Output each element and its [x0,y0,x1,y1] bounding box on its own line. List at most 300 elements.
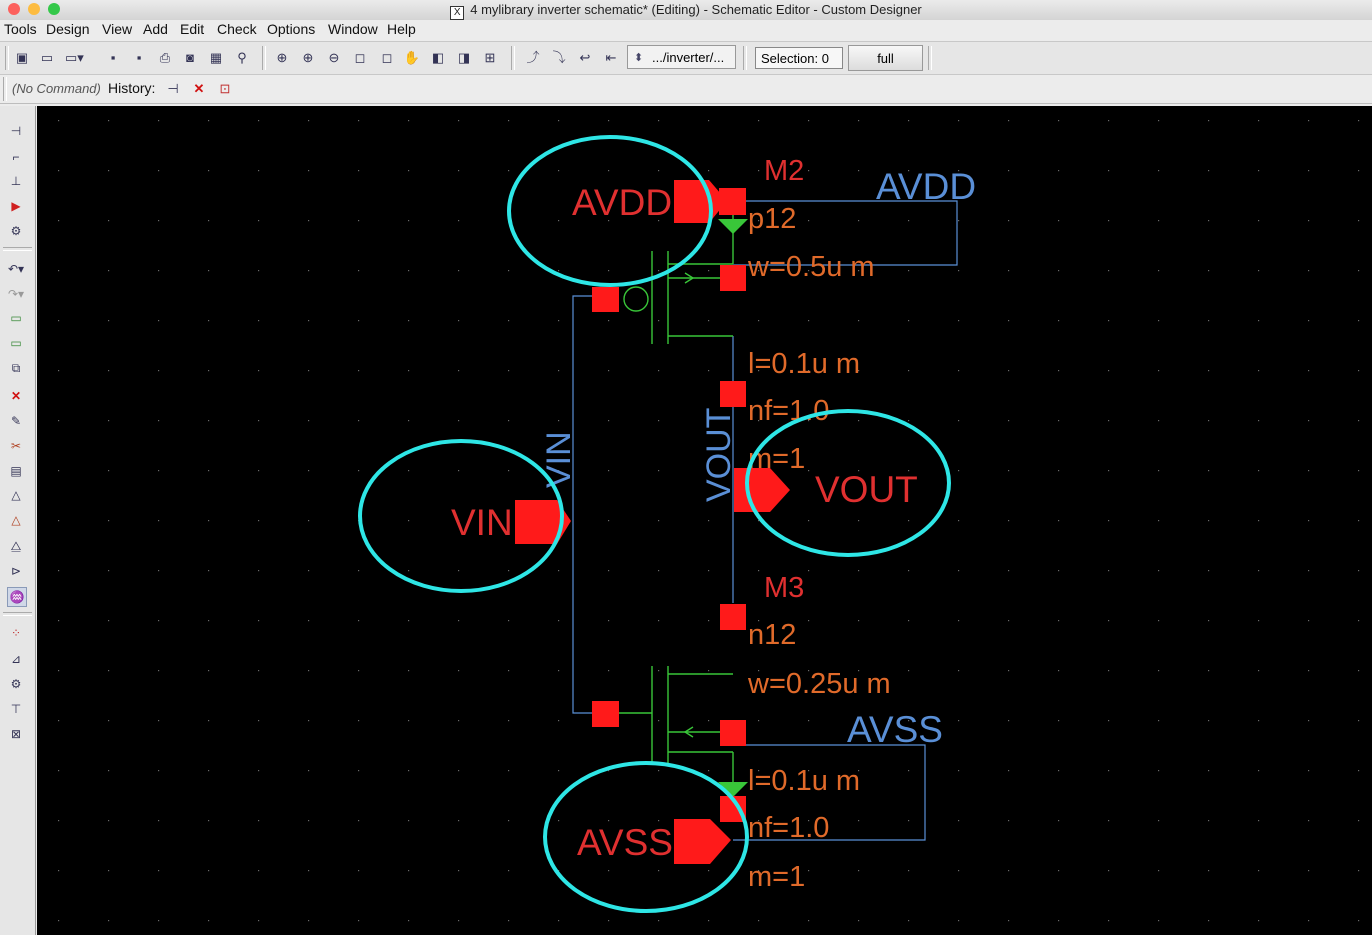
grid-dot [1258,120,1259,121]
grid-dot [258,920,259,921]
zoom-out-icon[interactable]: ⊖ [328,50,340,65]
stretch-icon[interactable]: ⧉ [11,361,21,375]
grid-dot [158,370,159,371]
grid-dot [58,220,59,221]
grid-dot [608,920,609,921]
grid-dot [408,270,409,271]
grid-dot [158,470,159,471]
grid-dot [1008,270,1009,271]
grid-dot [108,870,109,871]
grid-dot [58,620,59,621]
grid-dot [358,370,359,371]
pmos-length: l=0.1u m [748,348,861,380]
grid-dot [1158,270,1159,271]
grid-dot [108,620,109,621]
grid-dot [208,320,209,321]
grid-dot [658,770,659,771]
grid-dot [458,570,459,571]
grid-dot [1308,620,1309,621]
grid-dot [358,220,359,221]
grid-dot [58,170,59,171]
grid-dot [758,320,759,321]
grid-dot [1158,720,1159,721]
grid-dot [408,220,409,221]
grid-dot [1358,320,1359,321]
grid-dot [458,170,459,171]
grid-dot [208,870,209,871]
history-wire-icon[interactable]: ⊣ [167,81,179,96]
grid-dot [858,820,859,821]
grid-dot [308,320,309,321]
menu-design[interactable]: Design [46,21,90,37]
grid-dot [1258,220,1259,221]
grid-dot [208,270,209,271]
vin-net-label: VIN [540,431,578,488]
grid-dot [208,470,209,471]
open-folder-icon[interactable]: ▭ [40,50,54,65]
zoom-in-icon[interactable]: ⊕ [276,50,288,65]
mirror-icon[interactable]: ⧋ [10,539,22,553]
grid-dot [508,120,509,121]
grid-dot [708,670,709,671]
grid-dot [508,270,509,271]
grid-dot [1308,870,1309,871]
grid-dot [208,220,209,221]
return-icon[interactable]: ↩ [579,50,591,65]
grid-dot [108,520,109,521]
grid-dot [1308,770,1309,771]
grid-dot [308,270,309,271]
grid-dot [1208,770,1209,771]
grid-dot [558,270,559,271]
grid-dot [908,870,909,871]
grid-dot [458,820,459,821]
grid-dot [258,120,259,121]
grid-dot [1158,320,1159,321]
grid-dot [308,570,309,571]
grid-dot [1208,820,1209,821]
grid-dot [1158,170,1159,171]
probe-icon[interactable]: ⚙ [10,677,22,691]
open-recent-icon[interactable]: ▭▾ [65,50,84,65]
grid-dot [1208,520,1209,521]
grid-dot [1058,270,1059,271]
grid-dot [958,870,959,871]
grid-dot [558,220,559,221]
copy-icon[interactable]: ▭ [10,311,22,325]
grid-dot [658,620,659,621]
zoom-in-alt-icon[interactable]: ⊕ [302,50,314,65]
add-wire-name-icon[interactable]: ⊥ [10,174,22,188]
grid-dot [258,520,259,521]
descend-icon[interactable]: ⤵ [552,50,566,65]
save-icon[interactable]: ▪ [110,50,116,65]
grid-dot [1308,720,1309,721]
window-titlebar [0,0,1372,21]
grid-dot [158,520,159,521]
grid-dot [608,620,609,621]
zoom-area-icon[interactable]: ⊠ [10,727,22,741]
grid-dot [1358,820,1359,821]
grid-dot [558,720,559,721]
grid-dot [1258,620,1259,621]
grid-dot [508,820,509,821]
grid-dot [658,670,659,671]
net-trace-icon[interactable]: ⊿ [10,652,22,666]
grid-dot [708,870,709,871]
history-delete-icon[interactable]: ✕ [193,81,205,96]
table-icon[interactable]: ▦ [209,50,223,65]
grid-dot [1158,120,1159,121]
grid-dot [1258,270,1259,271]
grid-dot [1258,770,1259,771]
grid-dot [1208,420,1209,421]
grid-dot [1108,420,1109,421]
menu-tools[interactable]: Tools [4,21,37,37]
toolbar-separator [3,247,32,251]
grid-dot [108,370,109,371]
grid-dot [1358,670,1359,671]
undo-icon[interactable]: ↶▾ [7,262,25,276]
grid-dot [158,620,159,621]
grid-dot [1108,770,1109,771]
zoom-mode-button[interactable]: full [848,45,923,71]
grid-dot [908,820,909,821]
grid-dot [358,570,359,571]
menu-add[interactable]: Add [143,21,168,37]
grid-dot [1108,120,1109,121]
zoom-fit-icon[interactable]: ◻ [354,50,366,65]
grid-dot [108,120,109,121]
grid-dot [1308,170,1309,171]
grid-dot [258,270,259,271]
grid-dot [608,570,609,571]
grid-dot [1358,520,1359,521]
grid-dot [108,220,109,221]
grid-dot [408,870,409,871]
grid-dot [1308,570,1309,571]
grid-dot [358,420,359,421]
grid-dot [1058,920,1059,921]
menu-edit[interactable]: Edit [180,21,205,37]
grid-dot [158,170,159,171]
grid-dot [958,570,959,571]
grid-dot [508,770,509,771]
grid-dot [1208,720,1209,721]
grid-dot [558,820,559,821]
grid-dot [408,170,409,171]
toolbar-separator [3,612,32,616]
grid-dot [1208,870,1209,871]
grid-dot [1308,670,1309,671]
add-wire-icon[interactable]: ⊣ [10,124,22,138]
selection-count: Selection: 0 [755,47,843,69]
grid-dot [308,370,309,371]
add-pin-icon[interactable]: ▶ [11,199,21,213]
grid-dot [958,270,959,271]
grid-dot [358,870,359,871]
grid-dot [1158,670,1159,671]
grid-dot [508,870,509,871]
grid-dot [208,920,209,921]
grid-dot [1108,620,1109,621]
grid-dot [1308,320,1309,321]
grid-dot [358,120,359,121]
avdd-pin-label: AVDD [572,182,673,223]
grid-dot [158,420,159,421]
grid-dot [608,670,609,671]
grid-dot [58,470,59,471]
grid-dot [308,120,309,121]
menu-check[interactable]: Check [217,21,257,37]
print-icon[interactable]: ⎙ [159,50,171,65]
grid-dot [358,620,359,621]
grid-dot [908,570,909,571]
grid-dot [1308,470,1309,471]
history-zoom-icon[interactable]: ⊡ [219,81,231,96]
grid-dot [1008,370,1009,371]
grid-dot [358,770,359,771]
grid-dot [1058,320,1059,321]
grid-dot [308,420,309,421]
pmos-nf: nf=1.0 [748,395,830,427]
grid-dot [208,720,209,721]
grid-dot [758,570,759,571]
grid-dot [708,370,709,371]
grid-dot [308,720,309,721]
grid-dot [508,170,509,171]
grid-dot [108,570,109,571]
grid-dot [1008,220,1009,221]
grid-dot [58,720,59,721]
grid-dot [1258,820,1259,821]
grid-dot [1158,470,1159,471]
cut-icon[interactable]: ✂ [10,439,22,453]
grid-dot [808,870,809,871]
grid-dot [58,870,59,871]
menu-view[interactable]: View [102,21,133,37]
grid-dot [908,120,909,121]
grid-dot [58,270,59,271]
menu-bar [0,20,1372,40]
grid-dot [1158,870,1159,871]
grid-dot [458,670,459,671]
grid-dot [258,870,259,871]
grid-dot [258,370,259,371]
grid-dot [1158,520,1159,521]
grid-dot [1058,770,1059,771]
check-icon[interactable]: ♒ [7,587,27,607]
grid-dot [1058,520,1059,521]
zoom-box-icon[interactable]: ◻ [381,50,393,65]
schematic-canvas[interactable] [37,106,1372,935]
add-bus-icon[interactable]: ⌐ [12,150,20,164]
grid-dot [108,720,109,721]
save-all-icon[interactable]: ▪ [136,50,142,65]
add-net-label-icon[interactable]: ⚙ [10,224,22,238]
grid-dot [908,270,909,271]
grid-dot [1208,670,1209,671]
grid-dot [858,920,859,921]
grid-dot [208,120,209,121]
grid-dot [558,570,559,571]
grid-dot [708,120,709,121]
grid-dot [258,320,259,321]
grid-dot [808,320,809,321]
grid-dot [258,620,259,621]
grid-dot [608,870,609,871]
grid-dot [958,620,959,621]
grid-dot [1008,470,1009,471]
grid-dot [108,820,109,821]
grid-dot [1208,320,1209,321]
toolbar-separator [3,77,7,101]
next-view-icon[interactable]: ◨ [457,50,471,65]
command-bar [0,75,1372,104]
grid-dot [308,670,309,671]
return-top-icon[interactable]: ⇤ [605,50,617,65]
grid-dot [958,220,959,221]
grid-icon[interactable]: ⁘ [10,626,22,640]
move-icon[interactable]: ▭ [10,336,22,350]
grid-dot [1358,770,1359,771]
rotate-icon[interactable]: △ [11,488,21,502]
grid-dot [358,920,359,921]
paste-icon[interactable]: ▤ [10,464,22,478]
grid-dot [708,620,709,621]
grid-dot [1358,620,1359,621]
grid-dot [258,220,259,221]
grid-dot [1108,670,1109,671]
vin-pin-label: VIN [451,502,513,543]
grid-dot [458,770,459,771]
schematic-svg[interactable] [37,106,1372,935]
grid-dot [208,370,209,371]
grid-dot [58,820,59,821]
properties-icon[interactable]: ✎ [10,414,22,428]
grid-dot [458,220,459,221]
grid-dot [308,470,309,471]
grid-dot [58,770,59,771]
align-icon[interactable]: ⊳ [10,564,22,578]
grid-dot [608,370,609,371]
grid-dot [858,870,859,871]
search-icon[interactable]: ⚲ [237,50,247,65]
grid-dot [308,820,309,821]
grid-dot [808,520,809,521]
grid-dot [158,720,159,721]
grid-dot [1008,620,1009,621]
grid-dot [1108,520,1109,521]
grid-dot [1358,470,1359,471]
grid-dot [508,620,509,621]
grid-dot [708,570,709,571]
menu-window[interactable]: Window [328,21,378,37]
grid-dot [108,670,109,671]
grid-dot [1308,220,1309,221]
grid-dot [458,370,459,371]
grid-dot [708,320,709,321]
flip-icon[interactable]: △ [11,513,21,527]
grid-dot [1358,370,1359,371]
toolbar-separator [743,46,747,70]
grid-dot [1308,270,1309,271]
redo-icon[interactable]: ↷▾ [7,287,25,301]
delete-icon[interactable]: ✕ [10,389,22,403]
grid-dot [558,320,559,321]
grid-dot [1158,770,1159,771]
grid-dot [1158,820,1159,821]
grid-dot [858,320,859,321]
grid-dot [408,520,409,521]
grid-dot [558,170,559,171]
grid-dot [58,120,59,121]
grid-dot [258,170,259,171]
snapshot-icon[interactable]: ◙ [186,50,194,65]
avss-pin-shape[interactable] [674,819,731,864]
hierarchy-up-icon[interactable]: ⤴ [526,50,540,65]
pan-hand-icon[interactable]: ✋ [403,50,421,65]
grid-dot [658,270,659,271]
grid-dot [108,270,109,271]
pmos-width: w=0.5u m [748,251,875,283]
grid-dot [958,120,959,121]
toolbar-separator [928,46,932,70]
grid-dot [1308,420,1309,421]
grid-dot [1208,920,1209,921]
previous-view-icon[interactable]: ◧ [431,50,445,65]
pmos-m: m=1 [748,443,806,475]
grid-dot [1058,120,1059,121]
grid-dot [808,920,809,921]
grid-dot [1058,220,1059,221]
grid-dot [908,420,909,421]
grid-dot [1208,170,1209,171]
grid-dot [1308,920,1309,921]
vin-wire-lower [573,521,605,713]
grid-dot [858,420,859,421]
menu-options[interactable]: Options [267,21,316,37]
grid-dot [1008,920,1009,921]
grid-dot [858,170,859,171]
new-design-icon[interactable]: ▣ [15,50,29,65]
grid-dot [1008,570,1009,571]
grid-dot [758,720,759,721]
nmos-width: w=0.25u m [748,668,891,700]
grid-dot [908,620,909,621]
grid-dot [958,470,959,471]
grid-dot [208,420,209,421]
hierarchy-path-selector[interactable] [627,45,736,69]
add-instance-icon[interactable]: ⊞ [484,50,496,65]
grid-dot [708,920,709,921]
grid-dot [558,420,559,421]
grid-dot [1258,320,1259,321]
grid-dot [458,870,459,871]
grid-dot [958,820,959,821]
grid-dot [458,420,459,421]
grid-dot [908,670,909,671]
toolbar-separator [262,46,266,70]
grid-dot [158,320,159,321]
grid-dot [1008,870,1009,871]
hierarchy-icon[interactable]: ⊤ [10,702,22,716]
menu-help[interactable]: Help [387,21,416,37]
avdd-pin-shape[interactable] [674,180,727,223]
grid-dot [108,920,109,921]
grid-dot [1208,470,1209,471]
grid-dot [58,570,59,571]
